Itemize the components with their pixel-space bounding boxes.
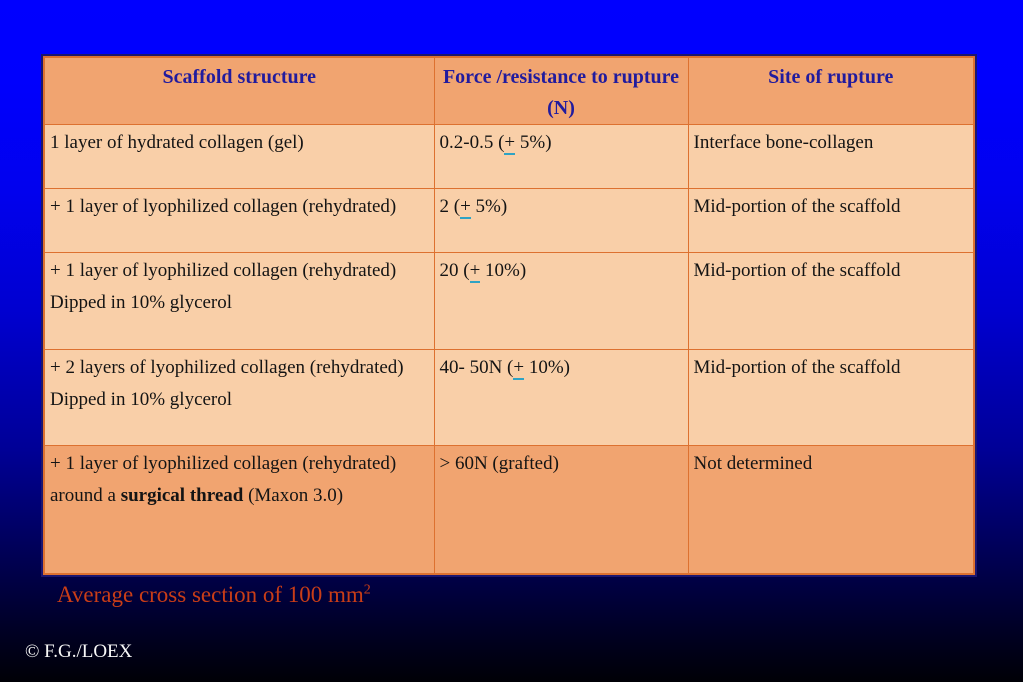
footnote-average-cross-section: Average cross section of 100 $mm^2$ xyxy=(57,582,371,607)
scaffold-cell xyxy=(44,125,434,189)
site-cell: Mid-portion of the scaffold xyxy=(688,189,974,253)
plus-minus-symbol: + xyxy=(513,357,525,378)
force-cell: 20 (+ 10%) xyxy=(434,253,688,350)
force-cell: 0.2-0.5 (+ 5%) xyxy=(434,125,688,189)
table-row-highlighted xyxy=(44,446,974,574)
copyright-label: © F.G./LOEX xyxy=(25,641,133,662)
header-line1: Force /resistance to rupture xyxy=(442,66,680,88)
force-cell: > 60N (grafted) xyxy=(434,446,688,574)
scaffold-line1: + 2 layers of lyophilized collagen (rehydrated) xyxy=(50,357,404,378)
scaffold-line2: around a surgical thread (Maxon 3.0) xyxy=(50,484,344,506)
header-cell-scaffold-structure xyxy=(44,57,434,125)
header-cell-force-resistance xyxy=(434,57,688,125)
force-cell: 40- 50N (+ 10%) xyxy=(434,350,688,446)
plus-minus-symbol: + xyxy=(460,196,471,217)
scaffold-results-table xyxy=(43,56,975,575)
table-row xyxy=(44,125,974,189)
site-cell: Mid-portion of the scaffold xyxy=(688,253,974,350)
site-cell: Not determined xyxy=(688,446,974,574)
force-cell: 2 (+ 5%) xyxy=(434,189,688,253)
site-cell: Mid-portion of the scaffold xyxy=(688,350,974,446)
header-cell-site-of-rupture xyxy=(688,57,974,125)
table-row xyxy=(44,189,974,253)
scaffold-line2: Dipped in 10% glycerol xyxy=(50,388,233,410)
plus-minus-symbol: + xyxy=(504,132,516,153)
site-cell: Interface bone-collagen xyxy=(688,125,974,189)
scaffold-line2: Dipped in 10% glycerol xyxy=(50,291,233,313)
surgical-thread-bold-text: surgical thread xyxy=(120,484,244,506)
scaffold-cell xyxy=(44,253,434,350)
superscript-2: 2 xyxy=(363,582,371,598)
scaffold-cell xyxy=(44,446,434,574)
scaffold-line1: + 1 layer of lyophilized collagen (rehydrated) xyxy=(50,260,397,281)
scaffold-cell xyxy=(44,189,434,253)
table-header-row xyxy=(44,57,974,125)
plus-minus-symbol: + xyxy=(469,260,481,281)
header-line1: Site of rupture xyxy=(768,66,894,88)
table-row xyxy=(44,350,974,446)
scaffold-cell xyxy=(44,350,434,446)
header-line2: (N) xyxy=(547,97,575,119)
header-line1: Scaffold structure xyxy=(162,66,316,88)
scaffold-line1: + 1 layer of lyophilized collagen (rehydrated) xyxy=(50,453,397,474)
scaffold-line1: + 1 layer of lyophilized collagen (rehydrated) xyxy=(50,196,397,217)
scaffold-line1: 1 layer of hydrated collagen (gel) xyxy=(50,132,304,153)
table-row xyxy=(44,253,974,350)
